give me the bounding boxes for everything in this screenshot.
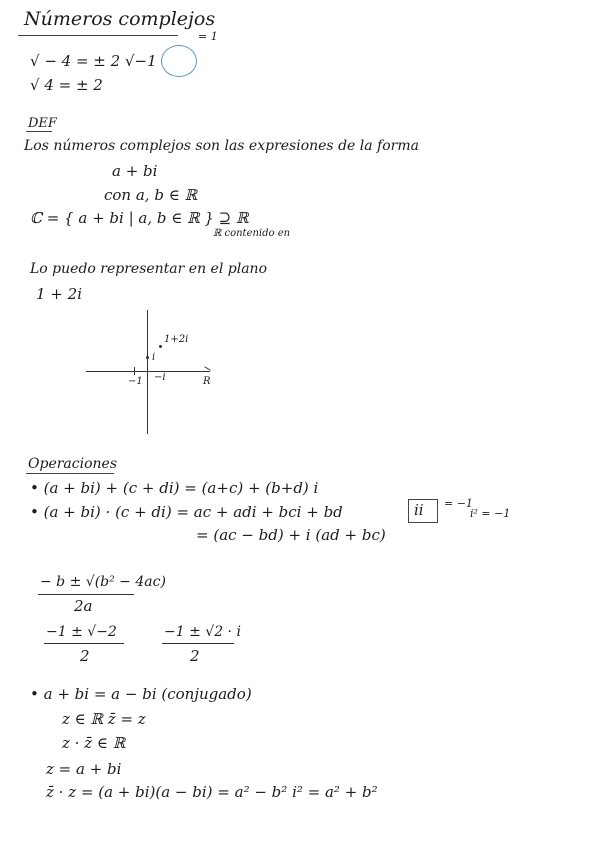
conjugate-line-2: z ∈ ℝ z̄ = z xyxy=(62,710,146,728)
conjugate-line-5: z̄ · z = (a + bi)(a − bi) = a² − b² i² = a² + b² xyxy=(46,783,378,801)
intro-line-2: √ 4 = ± 2 xyxy=(30,76,103,94)
operations-underline xyxy=(26,473,114,474)
label-minus-i: −i xyxy=(154,372,166,383)
title-underline xyxy=(18,35,178,36)
operation-product-result: = (ac − bd) + i (ad + bc) xyxy=(196,526,386,544)
def-form: a + bi xyxy=(112,162,158,180)
fraction-2-numerator: −1 ± √−2 xyxy=(46,624,117,640)
i-squared-note: i² = −1 xyxy=(470,507,511,520)
boxed-ii-text: ii xyxy=(414,501,424,519)
point-label-1-plus-2i: 1+2i xyxy=(164,334,189,345)
label-real-axis: R xyxy=(203,376,211,387)
imaginary-axis-line xyxy=(147,310,148,434)
point-1-plus-2i xyxy=(159,345,162,348)
real-axis-line xyxy=(86,371,210,372)
quadratic-denominator: 2a xyxy=(74,597,93,615)
plane-text: Lo puedo representar en el plano xyxy=(30,261,267,277)
def-heading: DEF xyxy=(28,116,57,131)
conjugate-line-1: • a + bi = a − bi (conjugado) xyxy=(30,685,252,703)
conjugate-line-3: z · z̄ ∈ ℝ xyxy=(62,734,126,752)
operation-product: • (a + bi) · (c + di) = ac + adi + bci + bd xyxy=(30,503,343,521)
operation-sum: • (a + bi) + (c + di) = (a+c) + (b+d) i xyxy=(30,479,319,497)
page-title: Números complejos xyxy=(24,8,216,30)
intro-line-1: √ − 4 = ± 2 √−1 xyxy=(30,52,157,70)
conjugate-line-4: z = a + bi xyxy=(46,760,122,778)
boxed-ii xyxy=(408,499,438,523)
equals-one-note: = 1 xyxy=(198,30,218,43)
fraction-3-bar xyxy=(162,643,234,644)
operations-heading: Operaciones xyxy=(28,456,117,472)
contained-note: ℝ contenido en xyxy=(213,228,291,239)
fraction-2-denominator: 2 xyxy=(80,647,90,665)
fraction-3-denominator: 2 xyxy=(190,647,200,665)
fraction-3-numerator: −1 ± √2 · i xyxy=(164,624,241,640)
plane-example: 1 + 2i xyxy=(36,285,82,303)
def-underline xyxy=(26,131,52,132)
boxed-equals-minus-one: = −1 xyxy=(444,497,473,510)
label-i: i xyxy=(152,352,156,363)
def-condition: con a, b ∈ ℝ xyxy=(104,186,198,204)
complex-set-definition: ℂ = { a + bi | a, b ∈ ℝ } ⊇ ℝ xyxy=(30,209,249,227)
quadratic-fraction-bar xyxy=(38,594,134,595)
label-minus-one: −1 xyxy=(128,376,143,387)
circled-sqrt-minus-one xyxy=(161,45,197,77)
quadratic-numerator: − b ± √(b² − 4ac) xyxy=(40,574,166,590)
fraction-2-bar xyxy=(44,643,124,644)
tick-minus-one xyxy=(134,367,135,375)
point-i xyxy=(146,356,149,359)
def-text: Los números complejos son las expresiones de la forma xyxy=(24,138,419,154)
